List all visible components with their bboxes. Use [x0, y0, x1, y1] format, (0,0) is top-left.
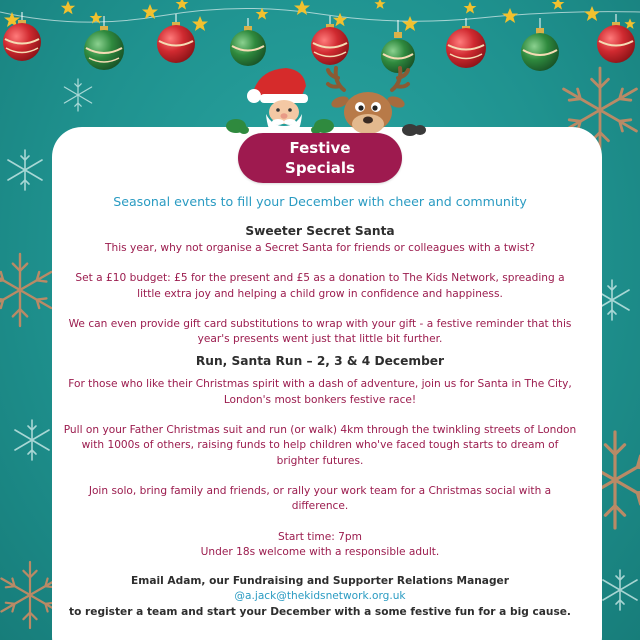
paragraph: For those who like their Christmas spirit with a dash of adventure, join us for Santa in The City, London's most bonkers festive race!: [68, 378, 572, 406]
tagline: Seasonal events to fill your December with cheer and community: [113, 194, 527, 209]
age-requirement-text: Under 18s welcome with a responsible adult.: [200, 545, 440, 558]
contact-intro: Email Adam, our Fundraising and Supporter Relations Manager: [131, 575, 509, 588]
santa-icon: [247, 68, 308, 140]
paragraph: Pull on your Father Christmas suit and run (or walk) 4km through the twinkling streets of London with 1000s of others, raising funds to help children who've faced tough starts to dream of brighter futures.: [63, 424, 577, 467]
contact-email-link[interactable]: @a.jack@thekidsnetwork.org.uk: [234, 590, 406, 603]
mascots: [220, 60, 430, 140]
content-body: [62, 193, 578, 620]
paragraph: Set a £10 budget: £5 for the present and £5 as a donation to The Kids Network, spreading a little extra joy and helping a child grow in confidence and happiness.: [75, 272, 565, 300]
badge-line-2: Specials: [285, 159, 355, 177]
star-icon: [4, 0, 636, 31]
reindeer-icon: [328, 68, 426, 136]
paragraph: We can even provide gift card substitutions to wrap with your gift - a festive reminder that this year's presents went just that little bit further.: [68, 317, 572, 346]
festive-specials-badge: [238, 133, 402, 183]
paragraph: This year, why not organise a Secret Santa for friends or colleagues with a twist?: [105, 242, 535, 254]
paragraph: Join solo, bring family and friends, or rally your work team for a Christmas social with a difference.: [88, 484, 552, 513]
section-heading-santa-run: Run, Santa Run – 2, 3 & 4 December: [195, 354, 445, 369]
contact-outro: to register a team and start your December with a some festive fun for a big cause.: [69, 605, 571, 618]
badge-line-1: Festive: [289, 139, 351, 157]
start-time-text: Start time: 7pm: [278, 530, 362, 543]
section-heading-secret-santa: Sweeter Secret Santa: [245, 224, 395, 238]
